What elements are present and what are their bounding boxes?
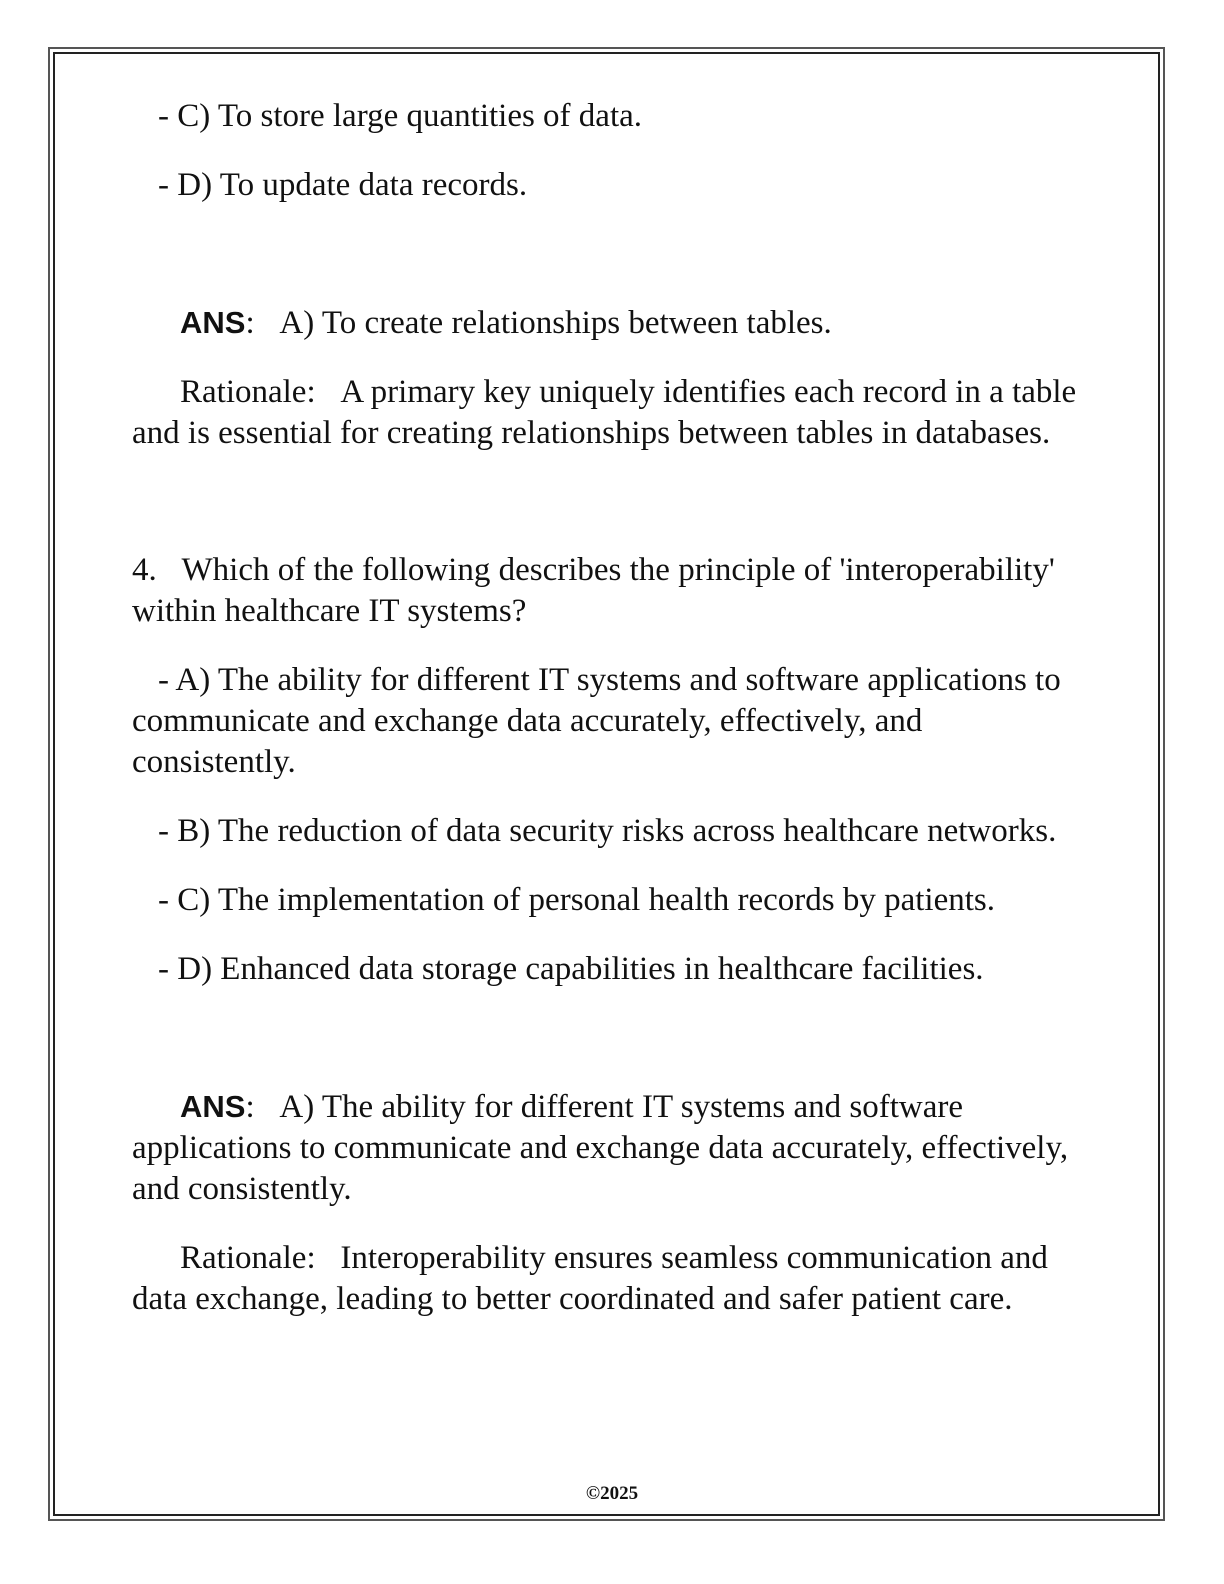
rationale-label: Rationale:: [180, 374, 316, 410]
rationale-text: Interoperability ensures seamless communication and data exchange, leading to better coordinated and safer patient care.: [132, 1240, 1048, 1317]
option-d-prev: - D) To update data records.: [158, 167, 528, 203]
question-4: [132, 550, 1092, 632]
answer-label: ANS: [180, 305, 246, 340]
answer-line-4: ANS: A) The ability for different IT systems and software applications to communicate and exchange data accurately, effectively, and consistently.: [132, 1089, 1069, 1207]
option-c-prev: - C) To store large quantities of data.: [158, 98, 643, 134]
option-b: - B) The reduction of data security risks across healthcare networks.: [158, 813, 1057, 849]
rationale-4: [132, 1238, 1092, 1320]
rationale-label: Rationale:: [180, 1240, 316, 1276]
option-d: - D) Enhanced data storage capabilities in healthcare facilities.: [158, 951, 984, 987]
document-body: [132, 96, 1092, 1320]
answer-text: A) To create relationships between tables.: [279, 305, 832, 341]
answer-text: A) The ability for different IT systems and software applications to communicate and exchange data accurately, effectively, and consistently.: [132, 1089, 1069, 1207]
question-text: Which of the following describes the principle of 'interoperability' within healthcare IT systems?: [132, 552, 1055, 629]
rationale-text: A primary key uniquely identifies each record in a table and is essential for creating relationships between tables in databases.: [132, 374, 1077, 451]
answer-label: ANS: [180, 1089, 246, 1124]
answer-line-prev: ANS: A) To create relationships between tables.: [180, 305, 832, 341]
copyright-footer: ©2025: [585, 1483, 639, 1504]
question-number: 4.: [132, 552, 157, 588]
option-a: - A) The ability for different IT systems and software applications to communicate and exchange data accurately, effectively, and consistently.: [132, 662, 1061, 780]
rationale-prev: [132, 372, 1092, 454]
option-c: - C) The implementation of personal health records by patients.: [158, 882, 995, 918]
